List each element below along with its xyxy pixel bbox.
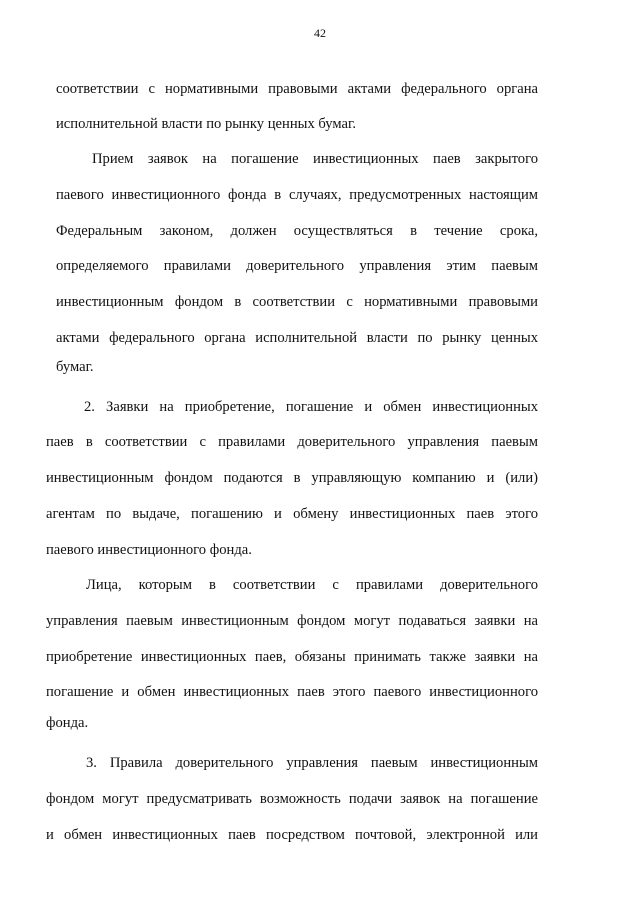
text-line: бумаг. bbox=[56, 359, 94, 375]
page-number: 42 bbox=[314, 26, 326, 40]
text-line: 3. Правила доверительного управления паевым инвестиционным bbox=[86, 755, 538, 771]
text-line: паевого инвестиционного фонда. bbox=[46, 542, 252, 558]
text-line: погашение и обмен инвестиционных паев этого паевого инвестиционного bbox=[46, 684, 538, 700]
text-line: Лица, которым в соответствии с правилами доверительного bbox=[86, 577, 538, 593]
text-line: агентам по выдаче, погашению и обмену инвестиционных паев этого bbox=[46, 506, 538, 522]
text-line: фонда. bbox=[46, 715, 89, 731]
text-line: управления паевым инвестиционным фондом могут подаваться заявки на bbox=[46, 613, 538, 629]
text-line: определяемого правилами доверительного управления этим паевым bbox=[56, 258, 538, 274]
text-line: Прием заявок на погашение инвестиционных паев закрытого bbox=[92, 151, 538, 167]
text-line: соответствии с нормативными правовыми актами федерального органа bbox=[56, 81, 538, 97]
text-line: и обмен инвестиционных паев посредством почтовой, электронной или bbox=[46, 827, 538, 843]
text-line: паев в соответствии с правилами доверительного управления паевым bbox=[46, 434, 538, 450]
text-line: инвестиционным фондом подаются в управляющую компанию и (или) bbox=[46, 470, 538, 486]
text-line: Федеральным законом, должен осуществляться в течение срока, bbox=[56, 223, 538, 239]
text-line: паевого инвестиционного фонда в случаях, предусмотренных настоящим bbox=[56, 187, 538, 203]
text-line: приобретение инвестиционных паев, обязаны принимать также заявки на bbox=[46, 649, 538, 665]
text-line: исполнительной власти по рынку ценных бумаг. bbox=[56, 116, 356, 132]
text-line: фондом могут предусматривать возможность подачи заявок на погашение bbox=[46, 791, 538, 807]
text-line: 2. Заявки на приобретение, погашение и обмен инвестиционных bbox=[84, 399, 538, 415]
text-line: инвестиционным фондом в соответствии с нормативными правовыми bbox=[56, 294, 538, 310]
text-line: актами федерального органа исполнительной власти по рынку ценных bbox=[56, 330, 538, 346]
